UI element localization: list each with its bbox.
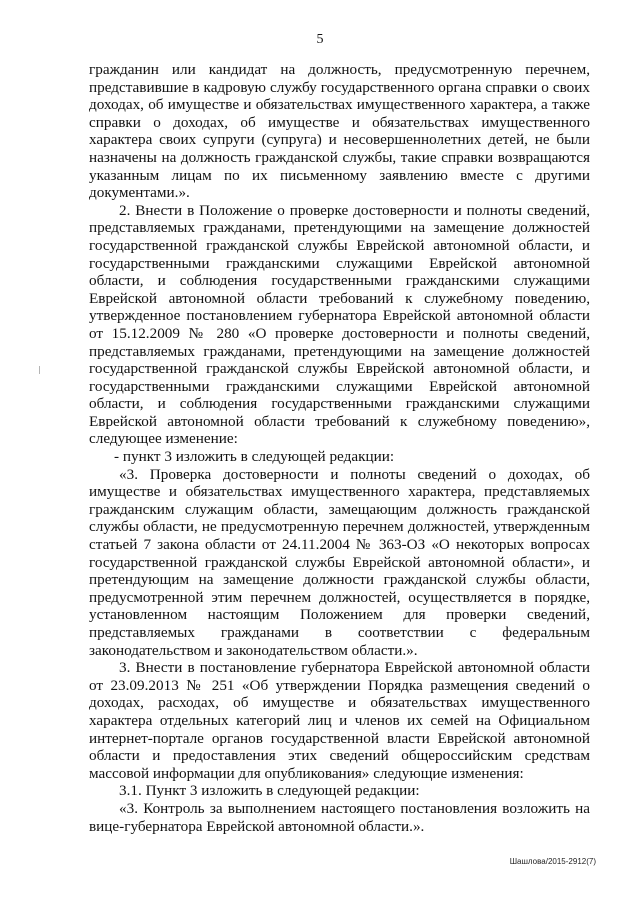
- paragraph-subitem-dash: - пункт 3 изложить в следующей редакции:: [114, 448, 395, 466]
- paragraph-item-2: 2. Внести в Положение о проверке достоверности и полноты сведений, представляемых гражданами, претендующими на замещение должностей государственной гражданской службы Еврейской автономной области, и государственными гражданскими служащими Еврейской автономной области, и соблюдения государственными гражданскими служащими Еврейской автономной области требований к служебному поведению, утвержденное постановлением губернатора Еврейской автономной области от 15.12.2009 № 280 «О проверке достоверности и полноты сведений, представляемых гражданами, претендующими на замещение должностей государственной гражданской службы Еврейской автономной области, и государственными гражданскими служащими Еврейской автономной области, и соблюдения государственными гражданскими служащими Еврейской автономной области требований к служебному поведению», следующее изменение:: [89, 201, 590, 448]
- document-body: [89, 61, 590, 835]
- document-code: Шашлова/2015-2912(7): [509, 857, 596, 866]
- paragraph-continuation: гражданин или кандидат на должность, предусмотренную перечнем, представившие в кадровую службу государственного органа справки о своих доходах, об имуществе и обязательствах имущественного характера, а также справки о доходах, об имуществе и обязательствах имущественного характера своих супруги (супруга) и несовершеннолетних детей, не были назначены на должность гражданской службы, такие справки возвращаются указанным лицам по их письменному заявлению вместе с другими документами.».: [89, 61, 590, 202]
- paragraph-quoted-control-clause: «3. Контроль за выполнением настоящего постановления возложить на вице-губернатора Еврейской автономной области.».: [89, 799, 590, 835]
- paragraph-item-3: 3. Внести в постановление губернатора Еврейской автономной области от 23.09.2013 № 251 «Об утверждении Порядка размещения сведений о доходах, расходах, об имуществе и обязательствах имущественного характера отдельных категорий лиц и членов их семей на Официальном интернет-портале органов государственной власти Еврейской автономной области и предоставления этих сведений общероссийским средствам массовой информации для опубликования» следующие изменения:: [89, 659, 590, 782]
- margin-mark: [39, 366, 40, 374]
- page-number: 5: [316, 32, 324, 47]
- paragraph-subitem-3-1: 3.1. Пункт 3 изложить в следующей редакции:: [119, 782, 420, 800]
- paragraph-quoted-clause-3: «3. Проверка достоверности и полноты сведений о доходах, об имуществе и обязательствах имущественного характера, представляемых гражданским служащим области, замещающим должность гражданской службы области, не предусмотренную перечнем должностей, утвержденным статьей 7 закона области от 24.11.2004 № 363-ОЗ «О некоторых вопросах государственной гражданской службы Еврейской автономной области», и претендующим на замещение должности гражданской службы области, предусмотренной этим перечнем должностей, осуществляется в порядке, установленном настоящим Положением для проверки сведений, представляемых гражданами в соответствии с федеральным законодательством и законодательством области.».: [89, 465, 590, 659]
